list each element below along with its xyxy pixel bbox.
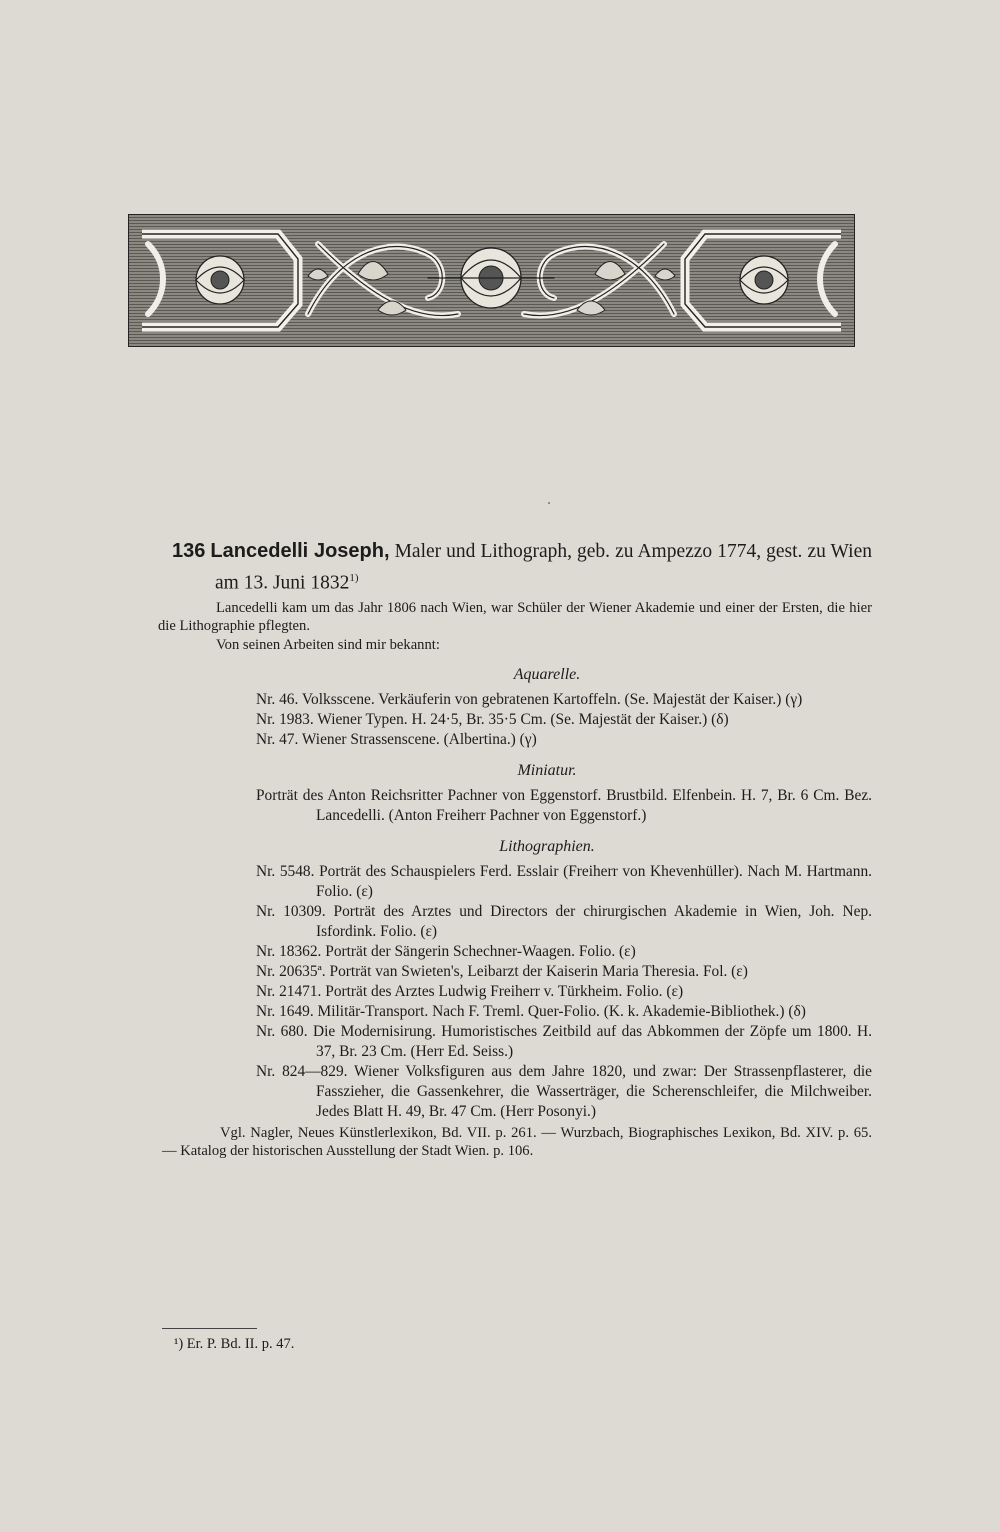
artist-name: Lancedelli Joseph, (210, 540, 390, 562)
section-title-lithographien: Lithographien. (499, 837, 595, 855)
list-item: Nr. 824—829. Wiener Volksfiguren aus dem Jahre 1820, und zwar: Der Strassenpflasterer, die Fasszieher, die Gassenkehrer, die Wasserträger, die Scherenschleifer, die Milchweiber. Jedes Blatt H. 49, Br. 47 Cm. (Herr Posonyi.) (256, 1062, 872, 1120)
list-item: Porträt des Anton Reichsritter Pachner von Eggenstorf. Brustbild. Elfenbein. H. 7, Br. 6 Cm. Bez. Lancedelli. (Anton Freiherr Pachner von Eggenstorf.) (256, 786, 872, 824)
catalogue-entry (158, 538, 872, 1160)
footnote: ¹) Er. P. Bd. II. p. 47. (174, 1336, 295, 1352)
intro-text: Lancedelli kam um das Jahr 1806 nach Wien, war Schüler der Wiener Akademie und einer der Ersten, die hier die Lithographie pflegten. (158, 599, 872, 634)
entry-headline (172, 538, 872, 597)
artist-bio: Maler und Lithograph, geb. zu Ampezzo 1774, gest. zu Wien am 13. Juni 1832 (215, 541, 872, 594)
references: Vgl. Nagler, Neues Künstlerlexikon, Bd. VII. p. 261. — Wurzbach, Biographisches Lexikon, Bd. XIV. p. 65. — Katalog der historischen Ausstellung der Stadt Wien. p. 106. (162, 1124, 872, 1159)
known-works-line: Von seinen Arbeiten sind mir bekannt: (216, 636, 440, 653)
entry-number: 136 (172, 540, 206, 562)
footnote-divider (162, 1328, 257, 1329)
list-item: Nr. 20635ª. Porträt van Swieten's, Leibarzt der Kaiserin Maria Theresia. Fol. (ε) (256, 962, 748, 980)
list-item: Nr. 680. Die Modernisirung. Humoristisches Zeitbild auf das Abkommen der Zöpfe um 1800. H. 37, Br. 23 Cm. (Herr Ed. Seiss.) (256, 1022, 872, 1060)
list-item: Nr. 46. Volksscene. Verkäuferin von gebratenen Kartoffeln. (Se. Majestät der Kaiser.) (γ) (256, 690, 803, 708)
ornament-band (128, 214, 855, 347)
section-title-miniatur: Miniatur. (517, 761, 577, 779)
list-item: Nr. 47. Wiener Strassenscene. (Albertina.) (γ) (256, 730, 537, 748)
list-item: Nr. 1983. Wiener Typen. H. 24·5, Br. 35·5 Cm. (Se. Majestät der Kaiser.) (δ) (256, 710, 729, 728)
section-title-aquarelle: Aquarelle. (513, 665, 581, 683)
acanthus-scroll-border-icon (128, 214, 855, 347)
list-item: Nr. 18362. Porträt der Sängerin Schechner-Waagen. Folio. (ε) (256, 942, 636, 960)
footnote-marker: 1) (349, 572, 359, 584)
print-speck (548, 502, 550, 504)
list-item: Nr. 1649. Militär-Transport. Nach F. Treml. Quer-Folio. (K. k. Akademie-Bibliothek.) (δ) (256, 1002, 806, 1020)
list-item: Nr. 10309. Porträt des Arztes und Directors der chirurgischen Akademie in Wien, Joh. Nep. Isfordink. Folio. (ε) (256, 902, 872, 940)
list-item: Nr. 5548. Porträt des Schauspielers Ferd. Esslair (Freiherr von Khevenhüller). Nach M. Hartmann. Folio. (ε) (256, 862, 872, 900)
list-item: Nr. 21471. Porträt des Arztes Ludwig Freiherr v. Türkheim. Folio. (ε) (256, 982, 684, 1000)
